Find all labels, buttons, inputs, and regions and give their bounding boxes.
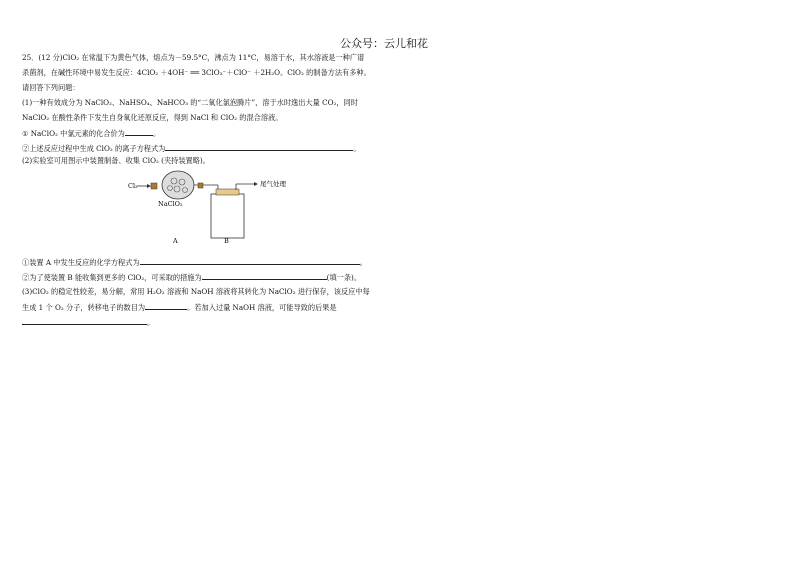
part-1-q2-text: ②上述反应过程中生成 ClO₂ 的离子方程式为: [22, 144, 166, 153]
outlet-stopper: [198, 183, 203, 188]
part-2-stem: (2)实验室可用图示中装置制备、收集 ClO₂ (夹持装置略)。: [22, 156, 210, 165]
part-2-q1-text: ①装置 A 中发生反应的化学方程式为: [22, 258, 140, 267]
question-25-intro: 25．(12 分)ClO₂ 在常温下为黄色气体，熔点为－59.5°C，沸点为 11°C，易溶于水，其水溶液是一种广谱: [22, 53, 365, 62]
part-3-q-tail: 。若加入过量 NaOH 溶液，可能导致的后果是: [187, 303, 337, 312]
part-3-answer-line: [22, 317, 154, 327]
answer-blank: [22, 317, 147, 325]
answer-blank: [165, 143, 353, 151]
part-3-stem: (3)ClO₂ 的稳定性较差，易分解，常用 H₂O₂ 溶液和 NaOH 溶液将其转化为 NaClO₂ 进行保存，该反应中每: [22, 287, 370, 296]
reaction-bulb: [162, 171, 194, 199]
apparatus-diagram: [120, 160, 380, 252]
answer-blank: [202, 272, 327, 280]
question-25-reaction: 杀菌剂，在碱性环境中易发生反应：4ClO₂ ＋4OH⁻ ══ 3ClO₃⁻＋ClO⁻ ＋2H₂O。ClO₂ 的制备方法有多种。: [22, 68, 371, 77]
outlet-label: 尾气处理: [260, 180, 286, 188]
part-1-q2: [22, 143, 361, 153]
period: 。: [359, 258, 367, 267]
inlet-arrowhead: [147, 184, 151, 188]
part-1-q1-text: ① NaClO₂ 中氯元素的化合价为: [22, 129, 125, 138]
part-1-stem-cont: NaClO₂ 在酸性条件下发生自身氧化还原反应，得到 NaCl 和 ClO₂ 的混合溶液。: [22, 113, 283, 122]
part-1-q1: [22, 128, 160, 138]
collection-bottle: [211, 194, 244, 238]
part-2-q2: [22, 272, 361, 282]
page-header: 公众号：云儿和花: [340, 37, 428, 50]
period: 。: [147, 318, 155, 327]
inlet-label: Cl₂: [128, 182, 138, 190]
answer-blank: [140, 257, 360, 265]
period: 。: [152, 129, 161, 138]
outlet-arrowhead: [254, 182, 258, 186]
inlet-stopper: [151, 183, 157, 189]
part-1-stem: (1)一种有效成分为 NaClO₂、NaHSO₄、NaHCO₃ 的“二氧化氯泡腾片”，溶于水时逸出大量 CO₂，同时: [22, 98, 358, 107]
question-prompt: 请回答下列问题：: [22, 83, 80, 92]
part-3-q: [22, 302, 337, 312]
apparatus-a-label: A: [173, 237, 178, 245]
bottle-stopper: [216, 189, 239, 195]
part-2-q1: [22, 257, 367, 267]
answer-blank: [145, 302, 187, 310]
part-3-q-text: 生成 1 个 O₂ 分子，转移电子的数目为: [22, 303, 146, 312]
reagent-label: NaClO₂: [158, 200, 183, 208]
apparatus-b-label: B: [224, 237, 229, 245]
period: 。: [353, 144, 361, 153]
part-2-q2-text: ②为了使装置 B 能收集到更多的 ClO₂，可采取的措施为: [22, 273, 202, 282]
fill-one: (填一条)。: [326, 273, 362, 282]
answer-blank: [125, 128, 153, 136]
